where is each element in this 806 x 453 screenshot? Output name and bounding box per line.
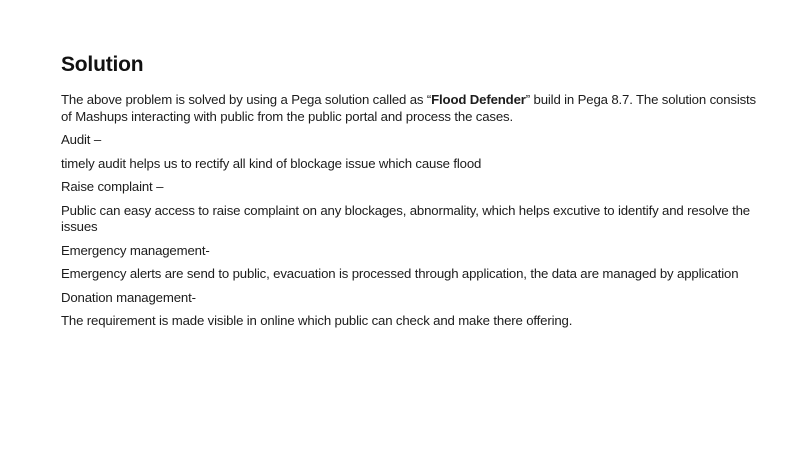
intro-text-2: ” build in Pega 8.7. The solution consists of Mashups interacting with public from the public portal and process the cases. — [61, 92, 757, 124]
intro-paragraph — [61, 92, 761, 125]
product-name: Flood Defender — [431, 92, 526, 107]
intro-text-1: The above problem is solved by using a Pega solution called as “ — [61, 92, 432, 107]
raise-complaint-description: Public can easy access to raise complaint on any blockages, abnormality, which helps excutive to identify and resolve the issues — [61, 202, 750, 234]
slide-body — [61, 92, 761, 337]
donation-management-heading: Donation management- — [61, 289, 196, 305]
audit-description: timely audit helps us to rectify all kind of blockage issue which cause flood — [61, 155, 482, 171]
emergency-management-description: Emergency alerts are send to public, evacuation is processed through application, the data are managed by application — [61, 266, 739, 281]
donation-management-description: The requirement is made visible in online which public can check and make there offering. — [61, 313, 573, 328]
audit-heading: Audit – — [61, 132, 102, 147]
emergency-management-heading: Emergency management- — [61, 242, 210, 258]
slide-title: Solution — [61, 53, 144, 76]
raise-complaint-heading: Raise complaint – — [61, 179, 164, 194]
